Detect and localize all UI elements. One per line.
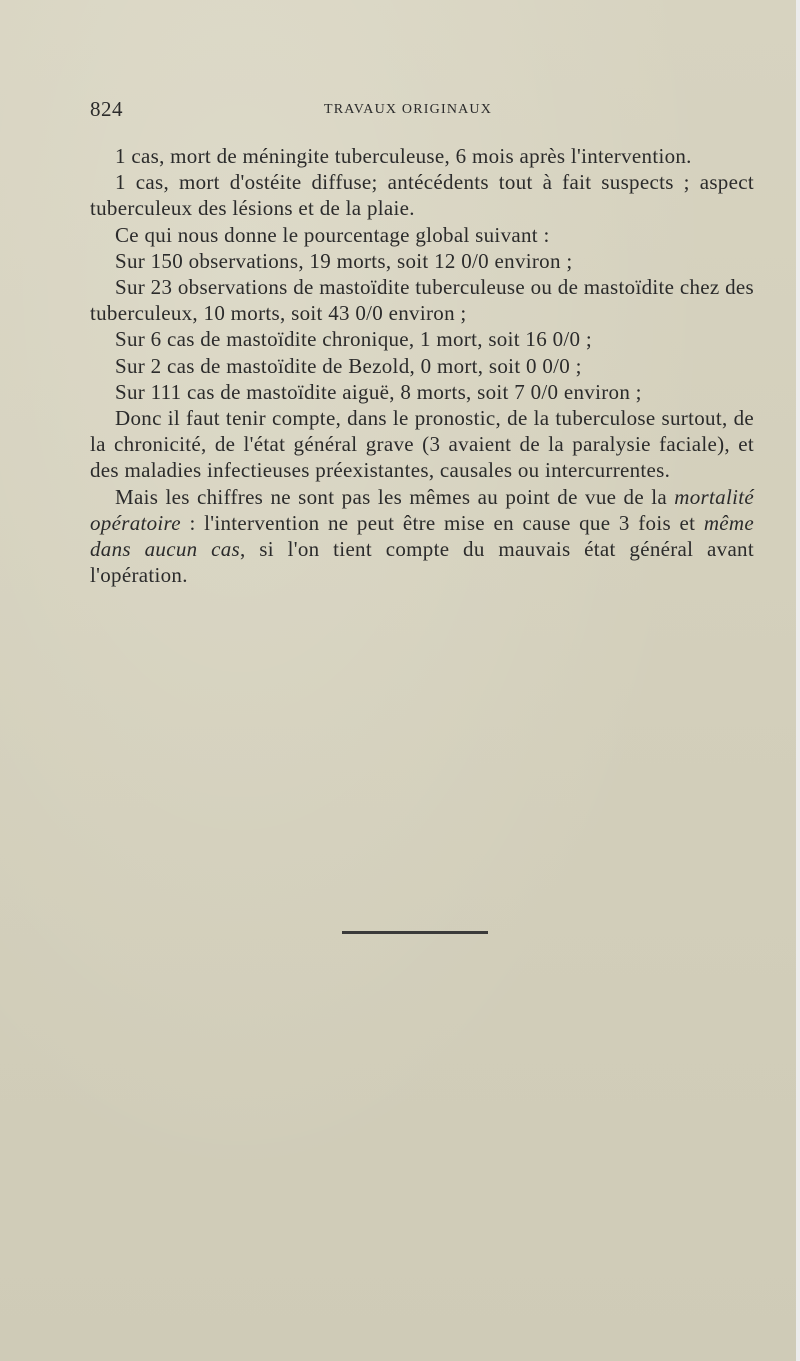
page-header (90, 95, 750, 125)
paragraph: Sur 150 observations, 19 morts, soit 12 0/0 environ ; (115, 248, 573, 273)
paragraph-last (90, 484, 754, 589)
text-run: : l'intervention ne peut être mise en cause que 3 fois et (180, 510, 704, 535)
italic-phrase: même dans aucun cas (90, 510, 754, 562)
running-title: TRAVAUX ORIGINAUX (324, 102, 493, 117)
paragraph: Ce qui nous donne le pourcentage global suivant : (115, 222, 550, 247)
section-divider (342, 931, 488, 934)
paragraph: Sur 2 cas de mastoïdite de Bezold, 0 mort, soit 0 0/0 ; (115, 353, 582, 378)
paragraph: 1 cas, mort d'ostéite diffuse; antécédents tout à fait suspects ; aspect tuberculeux des lésions et de la plaie. (90, 170, 754, 221)
paragraph: Donc il faut tenir compte, dans le pronostic, de la tuberculose surtout, de la chronicité, de l'état général grave (3 avaient de la paralysie faciale), et des maladies infectieuses préexistantes, causales ou intercurrentes. (90, 406, 754, 483)
italic-phrase: mortalité opératoire (90, 484, 754, 535)
page-edge (796, 0, 800, 1361)
paragraph: Sur 111 cas de mastoïdite aiguë, 8 morts, soit 7 0/0 environ ; (115, 379, 642, 404)
text-run: Mais les chiffres ne sont pas les mêmes au point de vue de la (115, 484, 675, 509)
paragraph: Sur 23 observations de mastoïdite tuberculeuse ou de mastoïdite chez des tuberculeux, 10 morts, soit 43 0/0 environ ; (90, 275, 754, 326)
text-run: , si l'on tient compte du mauvais état général avant l'opération. (90, 537, 754, 588)
page-number: 824 (90, 97, 123, 121)
body-text (90, 143, 754, 588)
paragraph: Sur 6 cas de mastoïdite chronique, 1 mort, soit 16 0/0 ; (115, 327, 592, 352)
paragraph: 1 cas, mort de méningite tuberculeuse, 6 mois après l'intervention. (115, 144, 692, 168)
